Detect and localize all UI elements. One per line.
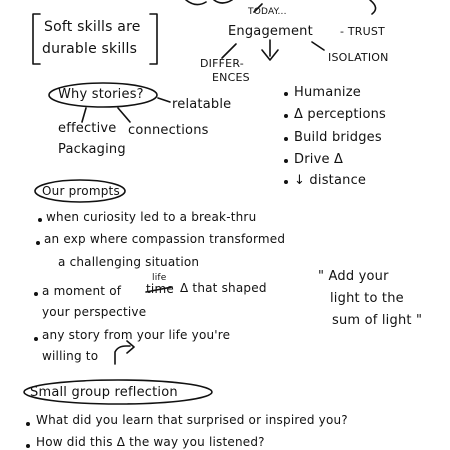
prompt-2-line-2: a challenging situation	[58, 255, 200, 269]
reflection-question-1: What did you learn that surprised or inspired you?	[36, 413, 348, 427]
top-doodle	[186, 0, 232, 5]
differences-label-1: DIFFER-	[200, 57, 244, 70]
prompt-4-line-1: any story from your life you're	[42, 328, 231, 342]
bullet	[284, 137, 288, 141]
right-item-4: Drive Δ	[294, 152, 344, 167]
bullet	[36, 241, 40, 245]
bullet	[284, 92, 288, 96]
bullet	[38, 218, 42, 222]
left-bracket	[33, 14, 40, 64]
why-line-down	[82, 108, 130, 122]
connections-label: connections	[128, 123, 209, 138]
prompt-1: when curiosity led to a break-thru	[46, 210, 257, 224]
isolation-label: ISOLATION	[328, 51, 389, 64]
box-line-2: durable skills	[42, 41, 138, 57]
effective-label: effective	[58, 121, 117, 136]
right-item-3: Build bridges	[294, 130, 382, 145]
right-item-1: Humanize	[294, 85, 361, 100]
quote-line-1: " Add your	[318, 269, 389, 284]
box-line-1: Soft skills are	[44, 19, 141, 35]
why-title: Why stories?	[58, 87, 144, 102]
arrow-down	[262, 40, 278, 60]
right-item-5: ↓ distance	[294, 173, 367, 188]
bullet	[284, 159, 288, 163]
prompts-title: Our prompts	[42, 184, 120, 198]
relatable-label: relatable	[172, 97, 232, 112]
differences-label-2: ENCES	[212, 71, 250, 84]
bullet	[34, 337, 38, 341]
bullet	[284, 114, 288, 118]
arrow-right-diag	[312, 42, 324, 50]
reflection-title: Small group reflection	[30, 385, 178, 400]
bullet	[26, 422, 30, 426]
engagement-label: Engagement	[228, 24, 313, 39]
trust-label: - TRUST	[340, 25, 385, 38]
prompt-2-line-1: an exp where compassion transformed	[44, 232, 286, 246]
quote-line-3: sum of light "	[332, 313, 423, 328]
prompt-4-line-2: willing to	[42, 349, 99, 363]
right-bracket	[150, 14, 157, 64]
packaging-label: Packaging	[58, 142, 126, 157]
bullet	[284, 180, 288, 184]
prompt-3-line-1b: Δ that shaped	[180, 281, 267, 295]
why-line-right	[158, 98, 170, 102]
arrow-left-diag	[222, 44, 236, 58]
reflection-question-2: How did this Δ the way you listened?	[36, 435, 265, 449]
prompt-3-line-2: your perspective	[42, 305, 147, 319]
bullet	[34, 292, 38, 296]
quote-line-2: light to the	[330, 291, 404, 306]
share-arrow	[115, 341, 134, 364]
prompt-3-strike: time	[146, 282, 174, 296]
prompt-3-line-1a: a moment of	[42, 284, 122, 298]
bullet	[26, 444, 30, 448]
prompt-3-insert: life	[152, 273, 167, 283]
right-item-2: Δ perceptions	[294, 107, 387, 122]
today-label: TODAY...	[248, 7, 287, 17]
